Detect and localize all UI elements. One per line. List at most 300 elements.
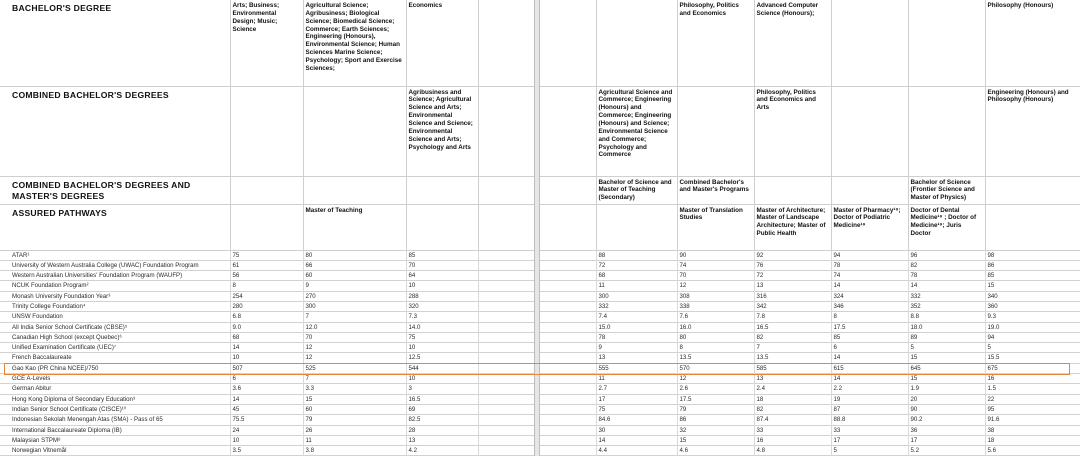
score-cell: 4.6 (677, 446, 754, 456)
score-cell: 87.4 (754, 415, 831, 425)
score-cell: 13 (406, 435, 478, 445)
degree-cell: Master of Pharmacy¹⁹; Doctor of Podiatric Medicine¹⁹ (831, 204, 908, 250)
score-cell: 14.0 (406, 322, 478, 332)
spacer-cell (540, 281, 596, 291)
table-row (540, 281, 1080, 291)
score-cell: 8 (831, 312, 908, 322)
qualification-label: NCUK Foundation Program² (12, 282, 89, 290)
qualification-label: All India Senior School Certificate (CBSE)⁵ (12, 323, 128, 331)
score-cell: 75 (230, 251, 303, 261)
spacer-cell (540, 260, 596, 270)
bachelor-row (540, 0, 1080, 86)
score-cell: 12 (303, 353, 406, 363)
score-cell: 33 (831, 425, 908, 435)
score-cell: 9 (596, 343, 677, 353)
score-cell: 17.5 (677, 394, 754, 404)
table-row (540, 394, 1080, 404)
score-cell: 20 (908, 394, 985, 404)
score-cell: 1.9 (908, 384, 985, 394)
score-cell: 3 (406, 384, 478, 394)
table-row (0, 446, 536, 456)
score-cell: 66 (303, 260, 406, 270)
score-cell: 94 (985, 332, 1080, 342)
score-cell: 85 (985, 271, 1080, 281)
score-cell: 338 (677, 301, 754, 311)
score-cell: 645 (908, 363, 985, 373)
score-cell: 525 (303, 363, 406, 373)
table-row (540, 363, 1080, 373)
bachelor-row (0, 0, 536, 86)
spacer-cell (540, 251, 596, 261)
score-cell: 87 (831, 404, 908, 414)
table-row (540, 291, 1080, 301)
score-cell: 555 (596, 363, 677, 373)
degree-cell: Advanced Computer Science (Honours); (754, 0, 831, 86)
score-cell: 300 (303, 301, 406, 311)
score-cell: 98 (985, 251, 1080, 261)
score-cell (478, 415, 536, 425)
qualification-label: Indonesian Sekolah Menengah Atas (SMA) - Pass of 65 (12, 416, 163, 424)
degree-cell: Engineering (Honours) and Philosophy (Honours) (985, 86, 1080, 176)
score-cell: 14 (230, 394, 303, 404)
score-cell: 16.5 (754, 322, 831, 332)
score-cell: 14 (230, 343, 303, 353)
degree-cell (230, 86, 303, 176)
degree-cell: Agricultural Science; Agribusiness; Biological Science; Biomedical Science; Commerce; Earth Sciences; Engineering (Honours), Environmental Science; Human Sciences Marine Science; Psychology; Sport and Exercise Sciences; (303, 0, 406, 86)
score-cell (478, 332, 536, 342)
score-cell: 308 (677, 291, 754, 301)
score-cell (478, 425, 536, 435)
combined-row (540, 86, 1080, 176)
score-cell: 92 (754, 251, 831, 261)
score-cell (478, 301, 536, 311)
score-cell: 18 (754, 394, 831, 404)
score-cell: 1.5 (985, 384, 1080, 394)
degree-cell: Philosophy, Politics and Economics (677, 0, 754, 86)
degree-cell: Combined Bachelor's and Master's Programs (677, 176, 754, 204)
score-cell: 12 (677, 374, 754, 384)
degree-cell: Master of Translation Studies (677, 204, 754, 250)
score-cell: 82 (908, 260, 985, 270)
score-cell: 89 (908, 332, 985, 342)
score-cell: 342 (754, 301, 831, 311)
qualification-label: Trinity College Foundation⁴ (12, 302, 86, 310)
table-row (540, 251, 1080, 261)
score-cell: 12 (677, 281, 754, 291)
spacer-cell (540, 204, 596, 250)
degree-cell (908, 86, 985, 176)
spacer-cell (540, 343, 596, 353)
section-title: COMBINED BACHELOR'S DEGREES AND MASTER'S DEGREES (12, 179, 191, 201)
score-cell: 16.5 (406, 394, 478, 404)
spacer-cell (540, 271, 596, 281)
score-cell: 70 (677, 271, 754, 281)
right-header-table (540, 0, 1080, 251)
spacer-cell (540, 394, 596, 404)
score-cell (478, 394, 536, 404)
score-cell: 8.8 (908, 312, 985, 322)
score-cell (478, 363, 536, 373)
score-cell: 316 (754, 291, 831, 301)
score-cell (478, 271, 536, 281)
qualification-label: German Abitur (12, 385, 52, 393)
score-cell: 30 (596, 425, 677, 435)
score-cell: 10 (406, 374, 478, 384)
score-cell: 38 (985, 425, 1080, 435)
score-cell: 14 (831, 281, 908, 291)
score-cell: 11 (303, 435, 406, 445)
score-cell (478, 435, 536, 445)
score-cell: 18.0 (908, 322, 985, 332)
score-cell: 72 (596, 260, 677, 270)
score-cell: 507 (230, 363, 303, 373)
degree-cell (406, 204, 478, 250)
score-cell: 75 (596, 404, 677, 414)
degree-cell: Philosophy, Politics and Economics and Arts (754, 86, 831, 176)
score-cell: 254 (230, 291, 303, 301)
score-cell: 13 (754, 374, 831, 384)
score-cell: 17.5 (831, 322, 908, 332)
table-row (0, 404, 536, 414)
table-row (0, 322, 536, 332)
table-row (540, 404, 1080, 414)
score-cell (478, 374, 536, 384)
score-cell: 332 (908, 291, 985, 301)
score-cell: 78 (596, 332, 677, 342)
qualification-label: Gao Kao (PR China NCEE)/750 (12, 364, 99, 372)
table-row (0, 291, 536, 301)
table-row (540, 374, 1080, 384)
spacer-cell (540, 384, 596, 394)
score-cell: 78 (831, 260, 908, 270)
score-cell: 22 (985, 394, 1080, 404)
degree-cell: Doctor of Dental Medicine¹⁹ ; Doctor of Medicine¹⁹; Juris Doctor (908, 204, 985, 250)
score-cell: 15.0 (596, 322, 677, 332)
degree-cell (831, 86, 908, 176)
table-row (540, 271, 1080, 281)
score-cell: 18 (985, 435, 1080, 445)
score-cell: 4.4 (596, 446, 677, 456)
left-page (0, 0, 536, 456)
score-cell: 14 (831, 353, 908, 363)
score-cell (478, 404, 536, 414)
degree-cell (303, 176, 406, 204)
score-cell: 4.2 (406, 446, 478, 456)
score-cell: 2.4 (754, 384, 831, 394)
score-cell: 15 (908, 374, 985, 384)
score-cell: 8 (230, 281, 303, 291)
score-cell: 2.2 (831, 384, 908, 394)
score-cell (478, 251, 536, 261)
spacer-cell (540, 425, 596, 435)
score-cell: 60 (303, 271, 406, 281)
degree-cell (478, 176, 536, 204)
table-row (540, 435, 1080, 445)
score-cell: 9 (303, 281, 406, 291)
degree-cell (831, 0, 908, 86)
degree-cell: Arts; Business; Environmental Design; Music; Science (230, 0, 303, 86)
right-score-table (540, 251, 1080, 456)
score-cell: 288 (406, 291, 478, 301)
score-cell: 69 (406, 404, 478, 414)
table-row (540, 425, 1080, 435)
degree-cell (478, 86, 536, 176)
degree-cell: Agribusiness and Science; Agricultural Science and Arts; Environmental Science and Science; Environmental Science and Arts; Psychology and Arts (406, 86, 478, 176)
score-cell: 270 (303, 291, 406, 301)
degree-cell (303, 86, 406, 176)
degree-cell (831, 176, 908, 204)
degree-cell (478, 0, 536, 86)
score-cell: 28 (406, 425, 478, 435)
score-cell: 3.8 (303, 446, 406, 456)
degree-cell (985, 176, 1080, 204)
score-cell: 90 (908, 404, 985, 414)
spacer-cell (540, 176, 596, 204)
score-cell: 570 (677, 363, 754, 373)
combined-masters-row (540, 176, 1080, 204)
score-cell: 19.0 (985, 322, 1080, 332)
table-row (0, 374, 536, 384)
score-cell: 32 (677, 425, 754, 435)
degree-cell: Philosophy (Honours) (985, 0, 1080, 86)
score-cell: 96 (908, 251, 985, 261)
score-cell (478, 281, 536, 291)
table-row (0, 343, 536, 353)
score-cell: 7 (754, 343, 831, 353)
spacer-cell (540, 0, 596, 86)
score-cell: 24 (230, 425, 303, 435)
left-score-table (0, 251, 536, 456)
score-cell (478, 343, 536, 353)
spacer-cell (540, 291, 596, 301)
score-cell (478, 260, 536, 270)
score-cell: 6 (230, 374, 303, 384)
score-cell: 19 (831, 394, 908, 404)
score-cell: 7.3 (406, 312, 478, 322)
spacer-cell (540, 353, 596, 363)
assured-row (0, 204, 536, 250)
score-cell (478, 446, 536, 456)
score-cell: 82 (754, 332, 831, 342)
score-cell: 86 (985, 260, 1080, 270)
table-row (540, 353, 1080, 363)
score-cell: 15 (908, 353, 985, 363)
score-cell: 26 (303, 425, 406, 435)
score-cell: 352 (908, 301, 985, 311)
score-cell: 79 (303, 415, 406, 425)
table-row (540, 332, 1080, 342)
score-cell: 6.8 (230, 312, 303, 322)
score-cell: 15 (677, 435, 754, 445)
degree-cell (596, 0, 677, 86)
score-cell: 5.2 (908, 446, 985, 456)
spacer-cell (540, 332, 596, 342)
degree-cell: Bachelor of Science and Master of Teaching (Secondary) (596, 176, 677, 204)
spacer-cell (540, 86, 596, 176)
table-row (0, 332, 536, 342)
table-row (0, 425, 536, 435)
degree-cell (230, 204, 303, 250)
qualification-label: University of Western Australia College (UWAC) Foundation Program (12, 261, 199, 269)
score-cell (478, 291, 536, 301)
score-cell: 9.0 (230, 322, 303, 332)
score-cell: 7 (303, 374, 406, 384)
spacer-cell (540, 301, 596, 311)
score-cell: 78 (908, 271, 985, 281)
table-row (0, 251, 536, 261)
score-cell: 17 (596, 394, 677, 404)
score-cell (478, 312, 536, 322)
qualification-label: Indian Senior School Certificate (CISCE)¹⁰ (12, 405, 127, 413)
qualification-label: Norwegian Vitnemål (12, 447, 67, 455)
score-cell: 64 (406, 271, 478, 281)
score-cell: 14 (908, 281, 985, 291)
score-cell: 675 (985, 363, 1080, 373)
score-cell: 6 (831, 343, 908, 353)
score-cell: 5.6 (985, 446, 1080, 456)
table-row (540, 343, 1080, 353)
score-cell: 340 (985, 291, 1080, 301)
qualification-label: UNSW Foundation (12, 313, 63, 321)
qualification-label: Hong Kong Diploma of Secondary Education⁹ (12, 395, 136, 403)
spacer-cell (540, 415, 596, 425)
table-row (540, 260, 1080, 270)
combined-row (0, 86, 536, 176)
degree-cell (596, 204, 677, 250)
degree-cell (908, 0, 985, 86)
score-cell: 16 (754, 435, 831, 445)
table-row (0, 435, 536, 445)
score-cell: 82 (754, 404, 831, 414)
score-cell: 12 (303, 343, 406, 353)
score-cell: 75.5 (230, 415, 303, 425)
combined-masters-row (0, 176, 536, 204)
degree-cell: Economics (406, 0, 478, 86)
score-cell: 95 (985, 404, 1080, 414)
qualification-label: Western Australian Universities' Foundation Program (WAUFP) (12, 272, 183, 280)
score-cell: 17 (831, 435, 908, 445)
table-row (540, 415, 1080, 425)
spacer-cell (540, 446, 596, 456)
degree-cell (478, 204, 536, 250)
degree-cell (754, 176, 831, 204)
table-row (0, 271, 536, 281)
degree-cell: Agricultural Science and Commerce; Engineering (Honours) and Commerce; Engineering (Honours) and Science; Environmental Science and Commerce; Psychology and Commerce (596, 86, 677, 176)
table-row (540, 301, 1080, 311)
spacer-cell (540, 374, 596, 384)
score-cell: 70 (406, 260, 478, 270)
score-cell: 75 (406, 332, 478, 342)
spacer-cell (540, 363, 596, 373)
score-cell: 45 (230, 404, 303, 414)
score-cell: 280 (230, 301, 303, 311)
score-cell: 5 (908, 343, 985, 353)
score-cell: 90.2 (908, 415, 985, 425)
score-cell: 84.6 (596, 415, 677, 425)
table-row (540, 384, 1080, 394)
score-cell: 17 (908, 435, 985, 445)
score-cell: 346 (831, 301, 908, 311)
table-row (0, 363, 536, 373)
score-cell: 11 (596, 281, 677, 291)
qualification-label: Malaysian STPM⁸ (12, 436, 61, 444)
score-cell: 300 (596, 291, 677, 301)
score-cell: 36 (908, 425, 985, 435)
score-cell: 61 (230, 260, 303, 270)
score-cell: 13.5 (677, 353, 754, 363)
score-cell: 79 (677, 404, 754, 414)
score-cell: 4.8 (754, 446, 831, 456)
score-cell: 70 (303, 332, 406, 342)
table-row (0, 260, 536, 270)
score-cell: 9.3 (985, 312, 1080, 322)
score-cell: 85 (831, 332, 908, 342)
score-cell: 2.7 (596, 384, 677, 394)
qualification-label: Unified Examination Certificate (UEC)⁷ (12, 344, 117, 352)
score-cell: 320 (406, 301, 478, 311)
score-cell: 86 (677, 415, 754, 425)
section-title: ASSURED PATHWAYS (12, 207, 108, 218)
table-row (0, 394, 536, 404)
score-cell (478, 353, 536, 363)
score-cell: 615 (831, 363, 908, 373)
table-row (540, 446, 1080, 456)
score-cell: 76 (754, 260, 831, 270)
score-cell: 10 (230, 353, 303, 363)
score-cell: 14 (596, 435, 677, 445)
table-row (0, 415, 536, 425)
score-cell: 324 (831, 291, 908, 301)
score-cell: 88.8 (831, 415, 908, 425)
score-cell: 12.5 (406, 353, 478, 363)
table-row (0, 281, 536, 291)
score-cell: 68 (230, 332, 303, 342)
score-cell: 13 (596, 353, 677, 363)
spacer-cell (540, 312, 596, 322)
score-cell: 56 (230, 271, 303, 281)
degree-cell (230, 176, 303, 204)
score-cell: 3.5 (230, 446, 303, 456)
score-cell: 90 (677, 251, 754, 261)
degree-cell: Master of Architecture; Master of Landscape Architecture; Master of Public Health (754, 204, 831, 250)
score-cell: 13 (754, 281, 831, 291)
score-cell: 5 (831, 446, 908, 456)
score-cell: 3.3 (303, 384, 406, 394)
section-title: COMBINED BACHELOR'S DEGREES (12, 89, 169, 100)
score-cell: 7.8 (754, 312, 831, 322)
score-cell: 360 (985, 301, 1080, 311)
degree-cell (985, 204, 1080, 250)
spacer-cell (540, 322, 596, 332)
score-cell: 5 (985, 343, 1080, 353)
degree-cell: Master of Teaching (303, 204, 406, 250)
score-cell: 74 (677, 260, 754, 270)
table-row (540, 312, 1080, 322)
score-cell (478, 322, 536, 332)
score-cell: 8 (677, 343, 754, 353)
score-cell: 68 (596, 271, 677, 281)
score-cell: 585 (754, 363, 831, 373)
score-cell: 15.5 (985, 353, 1080, 363)
spacer-cell (540, 435, 596, 445)
table-row (0, 384, 536, 394)
degree-cell (406, 176, 478, 204)
score-cell (478, 384, 536, 394)
qualification-label: GCE A-Levels (12, 375, 51, 383)
score-cell: 13.5 (754, 353, 831, 363)
score-cell: 72 (754, 271, 831, 281)
score-cell: 15 (303, 394, 406, 404)
